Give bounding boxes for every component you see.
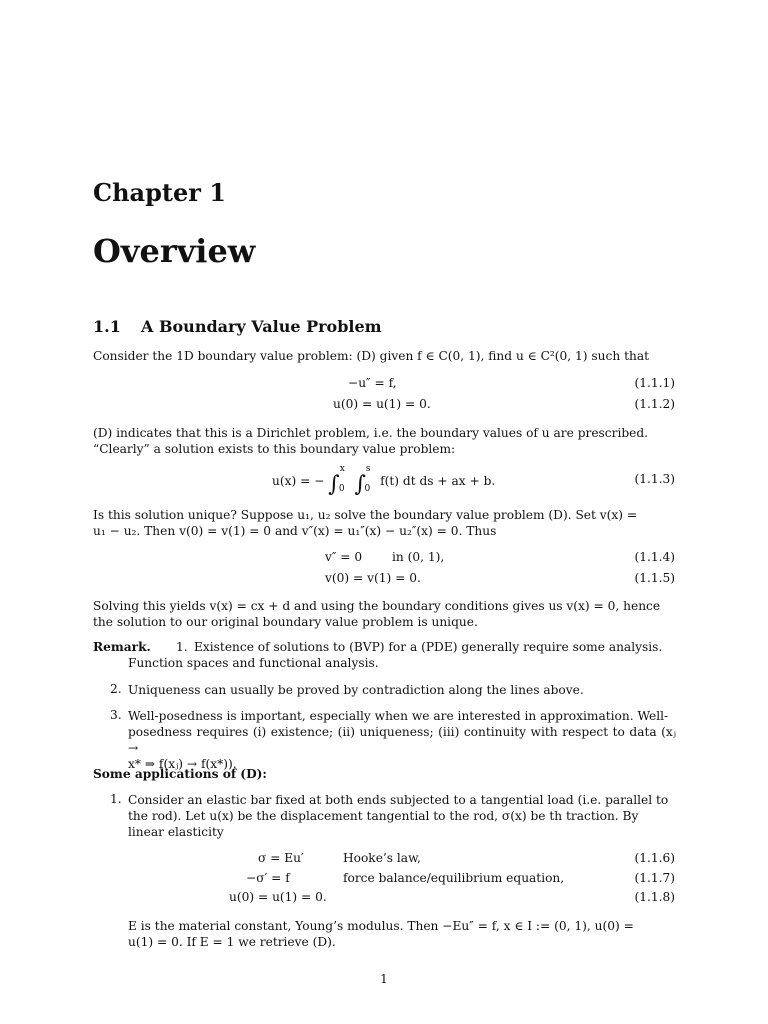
solving-line-1: Solving this yields v(x) = cx + d and using the boundary conditions gives us v(x) = 0, hence	[93, 599, 661, 613]
dirichlet-line-2: “Clearly” a solution exists to this boundary value problem:	[93, 442, 456, 456]
application-item-1-line-3: linear elasticity	[128, 825, 224, 839]
equation-1-1-2: u(0) = u(1) = 0.	[333, 397, 431, 411]
lower-limit-0: 0	[338, 484, 345, 494]
application-item-1-line-1: Consider an elastic bar fixed at both ends subjected to a tangential load (i.e. parallel to	[128, 793, 669, 807]
youngs-modulus-line-2: u(1) = 0. If E = 1 we retrieve (D).	[128, 935, 336, 949]
equation-number-1-1-1: (1.1.1)	[634, 376, 675, 390]
equation-1-1-8: u(0) = u(1) = 0.	[229, 890, 327, 904]
solving-paragraph	[93, 598, 675, 630]
remark-item-3	[128, 708, 676, 772]
dirichlet-paragraph	[93, 425, 675, 457]
remark-item-2-number: 2.	[110, 682, 122, 696]
youngs-modulus-paragraph	[128, 918, 676, 950]
integral-sign-inner: ∫	[354, 472, 366, 497]
remark-item-1-line-2: Function spaces and functional analysis.	[128, 656, 379, 670]
remark-item-1-line-1: Existence of solutions to (BVP) for a (PDE) generally require some analysis.	[194, 640, 663, 654]
remark-item-3-line-1: Well-posedness is important, especially when we are interested in approximation. Well-	[128, 709, 669, 723]
intro-paragraph: Consider the 1D boundary value problem: (D) given f ∈ C(0, 1), find u ∈ C²(0, 1) such that	[93, 349, 649, 363]
remark-item-3-number: 3.	[110, 708, 122, 722]
equation-number-1-1-2: (1.1.2)	[634, 397, 675, 411]
remark-item-1-number: 1.	[176, 640, 188, 654]
equation-number-1-1-8: (1.1.8)	[634, 890, 675, 904]
equation-number-1-1-4: (1.1.4)	[634, 550, 675, 564]
lower-limit-0-inner: 0	[364, 484, 371, 494]
upper-limit-x: x	[339, 464, 345, 474]
remark-label	[93, 639, 151, 655]
equation-number-1-1-7: (1.1.7)	[634, 871, 675, 885]
equation-1-1-1: −u″ = f,	[348, 376, 397, 390]
equation-1-1-7: −σ′ = f	[246, 871, 290, 885]
application-item-1-number: 1.	[110, 792, 122, 806]
equation-1-1-4: v″ = 0	[325, 550, 363, 564]
applications-heading: Some applications of (D):	[93, 767, 267, 781]
page-number: 1	[380, 972, 388, 986]
equation-1-1-6-label: Hooke’s law,	[343, 851, 421, 865]
equation-1-1-4-condition: in (0, 1),	[392, 550, 445, 564]
section-heading	[93, 317, 382, 336]
equation-1-1-7-label: force balance/equilibrium equation,	[343, 871, 565, 885]
youngs-modulus-line-1: E is the material constant, Young’s modulus. Then −Eu″ = f, x ∈ I := (0, 1), u(0) =	[128, 919, 634, 933]
chapter-label: Chapter 1	[93, 178, 226, 207]
equation-number-1-1-3: (1.1.3)	[634, 472, 675, 486]
remark-item-3-line-2: posedness requires (i) existence; (ii) uniqueness; (iii) continuity with respect to data (xⱼ →	[128, 725, 676, 755]
uniqueness-line-1: Is this solution unique? Suppose u₁, u₂ solve the boundary value problem (D). Set v(x) =	[93, 508, 638, 522]
section-title: A Boundary Value Problem	[141, 317, 382, 336]
integral-sign-outer: ∫	[328, 472, 340, 497]
remark-item-2: Uniqueness can usually be proved by contradiction along the lines above.	[128, 683, 584, 697]
application-item-1-line-2: the rod). Let u(x) be the displacement tangential to the rod, σ(x) be th traction. By	[128, 809, 639, 823]
equation-1-1-5: v(0) = v(1) = 0.	[325, 571, 421, 585]
uniqueness-paragraph	[93, 507, 675, 539]
uniqueness-line-2: u₁ − u₂. Then v(0) = v(1) = 0 and v″(x) = u₁″(x) − u₂″(x) = 0. Thus	[93, 524, 497, 538]
equation-number-1-1-6: (1.1.6)	[634, 851, 675, 865]
equation-1-1-3	[272, 464, 496, 497]
remark-item-3-line-3: x* ⇒ f(xⱼ) → f(x*)).	[128, 757, 237, 771]
equation-1-1-3-lhs: u(x) = −	[272, 474, 325, 488]
application-item-1	[128, 792, 676, 840]
remark-heading: Remark.	[93, 640, 151, 654]
equation-1-1-6: σ = Eu′	[258, 851, 304, 865]
equation-number-1-1-5: (1.1.5)	[634, 571, 675, 585]
solving-line-2: the solution to our original boundary value problem is unique.	[93, 615, 478, 629]
equation-1-1-3-rhs: f(t) dt ds + ax + b.	[380, 474, 496, 488]
chapter-title: Overview	[93, 232, 256, 270]
section-number: 1.1	[93, 317, 121, 336]
dirichlet-line-1: (D) indicates that this is a Dirichlet problem, i.e. the boundary values of u are prescribed.	[93, 426, 649, 440]
upper-limit-s: s	[365, 464, 371, 474]
